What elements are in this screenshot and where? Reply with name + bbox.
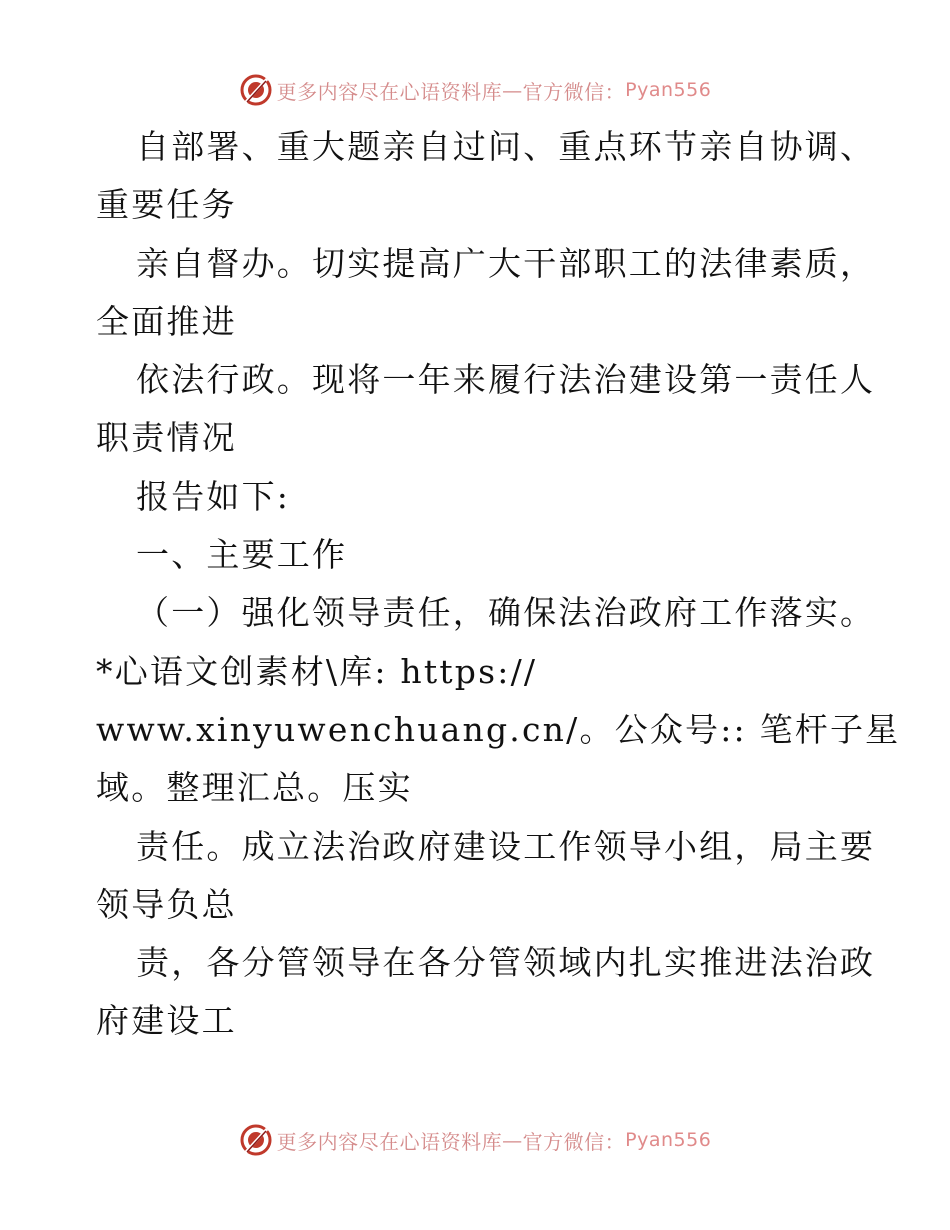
body-line: 域。整理汇总。压实	[96, 768, 413, 808]
body-line: www.xinyuwenchuang.cn/。公众号:: 笔杆子星	[96, 709, 901, 749]
body-line: 自部署、重大题亲自过问、重点环节亲自协调、	[136, 127, 876, 166]
body-line: *心语文创素材\库: https://	[96, 651, 538, 691]
body-line: 依法行政。现将一年来履行法治建设第一责任人	[136, 360, 876, 400]
body-line: 职责情况	[96, 418, 237, 458]
document-body	[96, 118, 901, 1051]
body-line: 全面推进	[96, 301, 237, 341]
body-line: 重要任务	[96, 185, 237, 225]
header-separator: —	[502, 78, 523, 102]
footer-wechat-label: 官方微信：	[522, 1129, 626, 1154]
quill-logo-icon	[239, 1123, 273, 1157]
subsection-heading: （一）强化领导责任，确保法治政府工作落实。	[136, 593, 876, 633]
header-wechat-label: 官方微信：	[522, 79, 626, 104]
quill-logo-icon	[239, 73, 273, 107]
body-line: 亲自督办。切实提高广大干部职工的法律素质，	[136, 243, 876, 283]
body-line: 领导负总	[96, 884, 237, 924]
body-line: 责，各分管领导在各分管领域内扎实推进法治政	[136, 943, 876, 983]
header-wechat-id: Pyan556	[625, 79, 712, 101]
header-brand-text: 更多内容尽在心语资料库	[276, 79, 503, 104]
footer-banner	[0, 1120, 950, 1160]
body-line: 报告如下:	[136, 476, 291, 516]
footer-brand-text: 更多内容尽在心语资料库	[276, 1129, 503, 1154]
body-line: 责任。成立法治政府建设工作领导小组，局主要	[136, 826, 876, 866]
footer-separator: —	[502, 1128, 523, 1152]
footer-wechat-id: Pyan556	[625, 1129, 712, 1151]
body-line: 府建设工	[96, 1001, 237, 1041]
section-heading: 一、主要工作	[136, 535, 348, 575]
header-banner	[0, 70, 950, 110]
